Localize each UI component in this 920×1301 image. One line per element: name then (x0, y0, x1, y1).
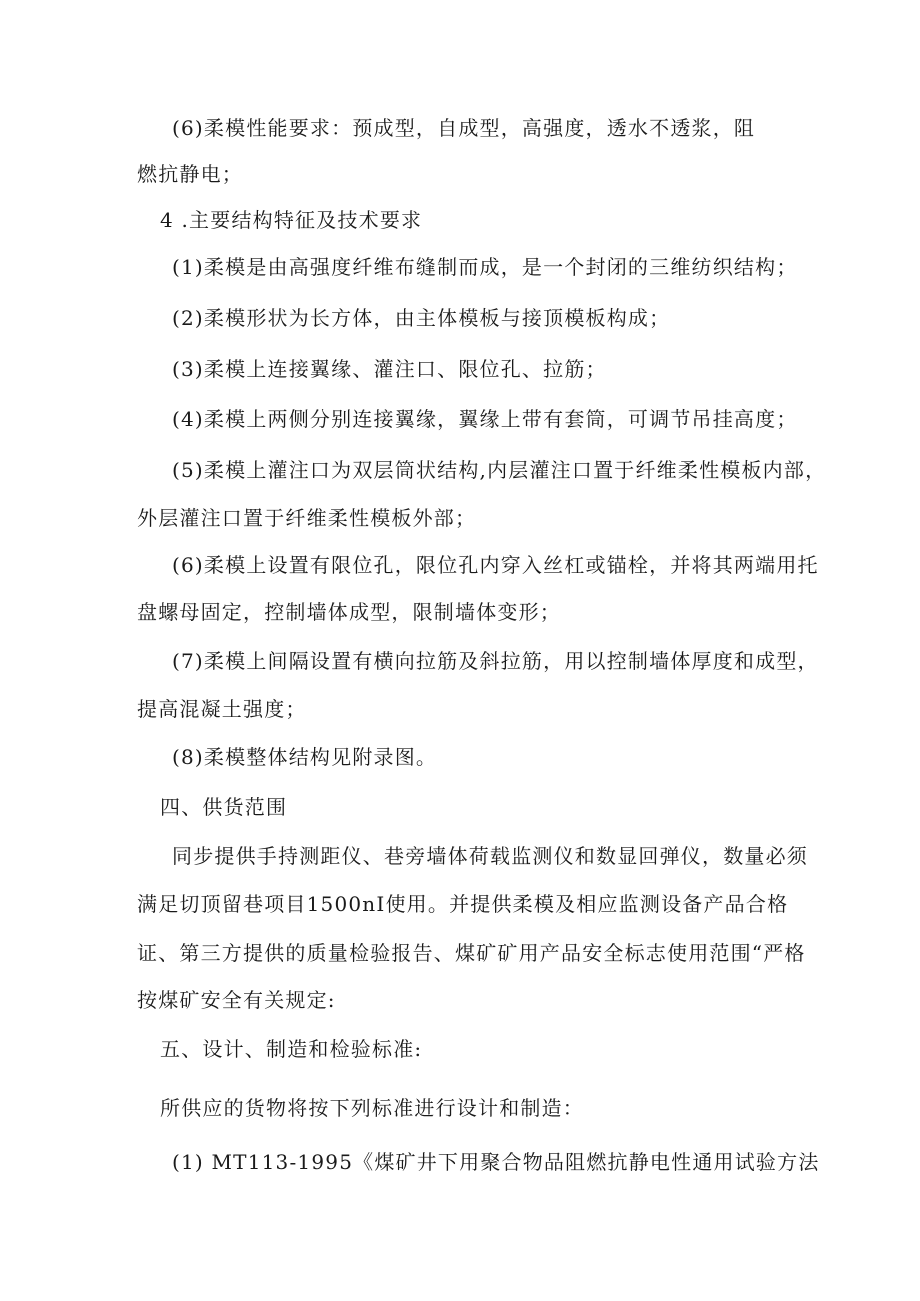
supply-scope-paragraph-line-4: 按煤矿安全有关规定: (137, 988, 336, 1012)
structure-item-8: (8)柔模整体结构见附录图。 (172, 745, 438, 769)
supply-scope-paragraph-line-3: 证、第三方提供的质量检验报告、煤矿矿用产品安全标志使用范围“严格 (137, 941, 806, 965)
structure-item-7-continuation: 提高混凝土强度； (137, 697, 307, 721)
structure-item-5-continuation: 外层灌注口置于纤维柔性模板外部； (137, 506, 477, 530)
structure-item-3: (3)柔模上连接翼缘、灌注口、限位孔、拉筋； (172, 357, 607, 381)
item-6-performance-requirements: (6)柔模性能要求：预成型，自成型，高强度，透水不透浆，阻 (172, 116, 756, 140)
standards-heading: 五、设计、制造和检验标准: (160, 1037, 423, 1061)
structure-item-6: (6)柔模上设置有限位孔，限位孔内穿入丝杠或锚栓，并将其两端用托 (172, 553, 819, 577)
standards-intro: 所供应的货物将按下列标准进行设计和制造： (160, 1096, 584, 1120)
supply-scope-paragraph-line-1: 同步提供手持测距仪、巷旁墙体荷载监测仪和数显回弹仪，数量必须 (172, 844, 808, 868)
structure-item-7: (7)柔模上间隔设置有横向拉筋及斜拉筋，用以控制墙体厚度和成型， (172, 649, 819, 673)
standard-item-1: (1) MT113-1995《煤矿井下用聚合物品阻燃抗静电性通用试验方法 (172, 1150, 820, 1174)
structure-item-1: (1)柔模是由高强度纤维布缝制而成，是一个封闭的三维纺织结构； (172, 255, 798, 279)
structure-item-2: (2)柔模形状为长方体，由主体模板与接顶模板构成； (172, 306, 671, 330)
section-4-heading: 4 .主要结构特征及技术要求 (160, 208, 423, 232)
structure-item-5: (5)柔模上灌注口为双层筒状结构,内层灌注口置于纤维柔性模板内部， (172, 458, 827, 482)
structure-item-4: (4)柔模上两侧分别连接翼缘，翼缘上带有套筒，可调节吊挂高度； (172, 407, 798, 431)
item-6-continuation: 燃抗静电； (137, 162, 243, 186)
supply-scope-heading: 四、供货范围 (160, 795, 288, 819)
supply-scope-paragraph-line-2: 满足切顶留巷项目1500nI使用。并提供柔模及相应监测设备产品合格 (137, 892, 789, 916)
structure-item-6-continuation: 盘螺母固定，控制墙体成型，限制墙体变形； (137, 600, 561, 624)
